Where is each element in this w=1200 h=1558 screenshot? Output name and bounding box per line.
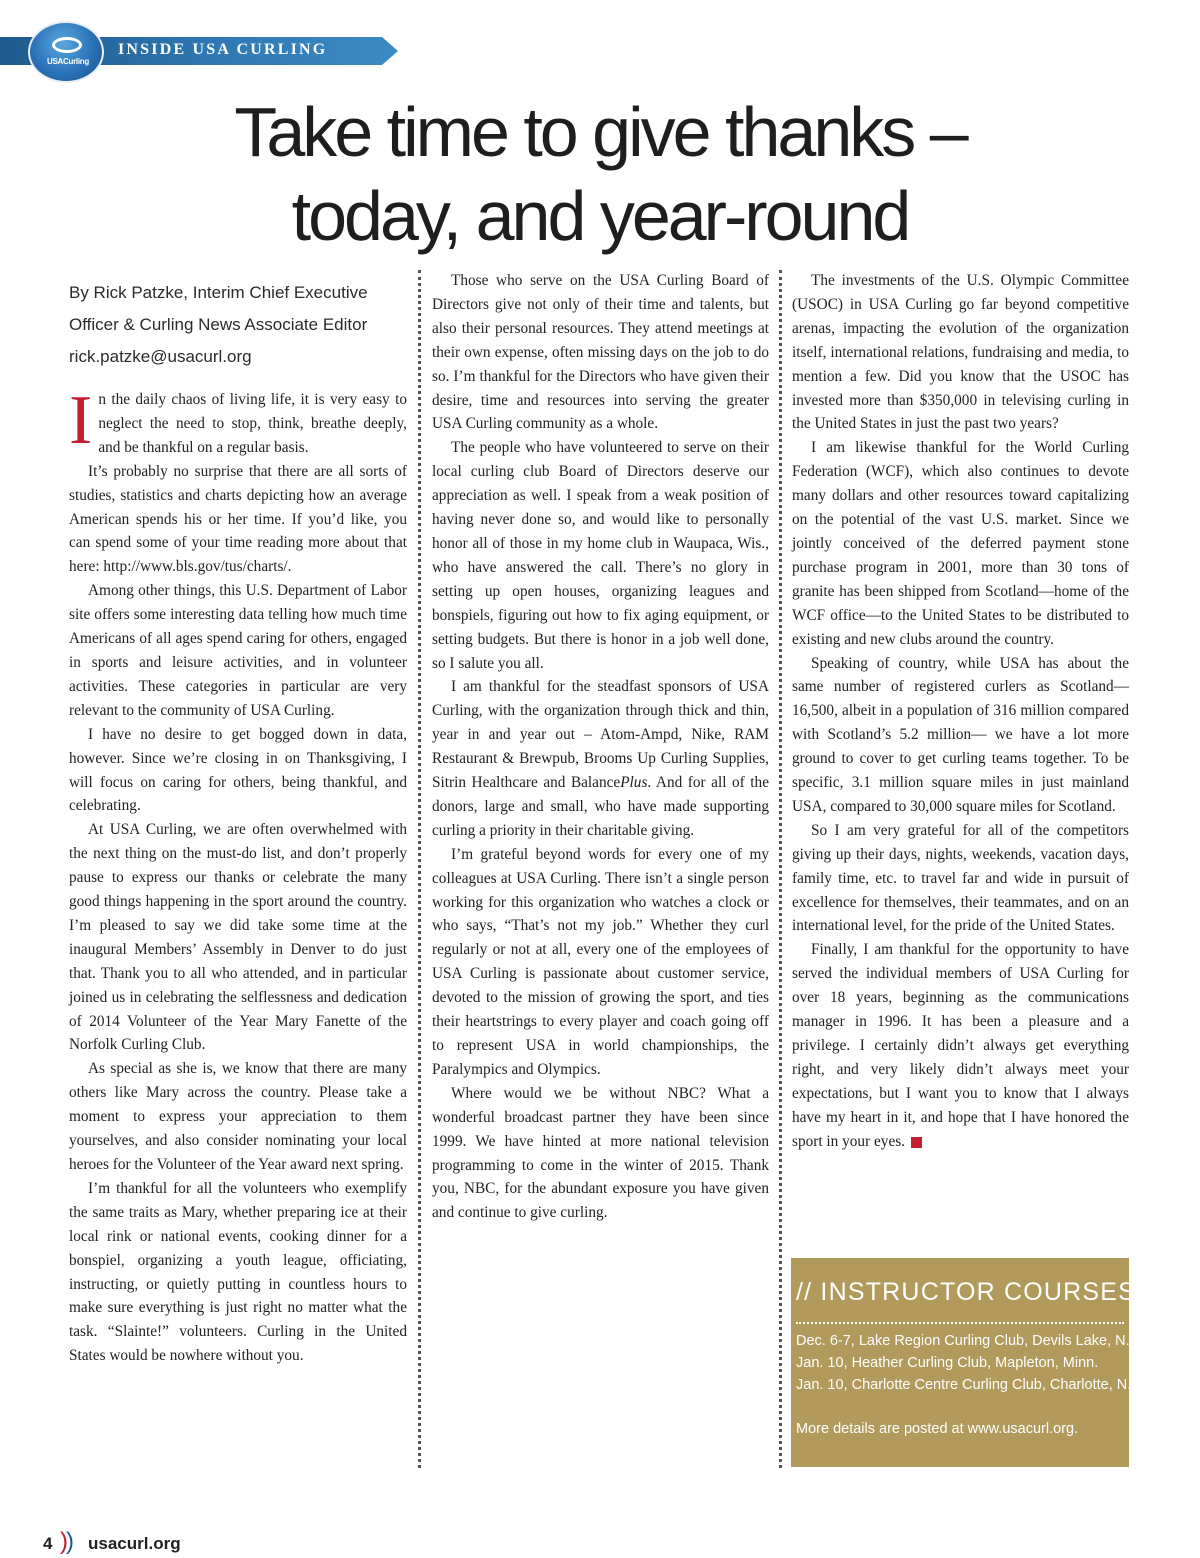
paragraph: In the daily chaos of living life, it is very easy to neglect the need to stop, think, breathe deeply, and be thankful on a regular basis. — [69, 382, 407, 459]
column-divider — [418, 270, 421, 1468]
instructor-courses-box — [791, 1258, 1146, 1467]
course-item: Dec. 6-7, Lake Region Curling Club, Devils Lake, N.D. — [796, 1333, 1145, 1349]
box-divider — [796, 1322, 1124, 1324]
article-column-2 — [432, 269, 769, 1225]
title-line-1: Take time to give thanks – — [234, 93, 966, 171]
title-line-2: today, and year-round — [291, 177, 909, 255]
paragraph: I’m grateful beyond words for every one of my colleagues at USA Curling. There isn’t a single person working for this organization who watches a clock or who says, “That’s not my job.” Whether they curl regularly or not at all, every one of the employees of USA Curling is passionate about customer service, devoted to the mission of growing the sport, and ties their heartstrings to every player and coach going off to represent USA in world championships, the Paralympics and Olympics. — [432, 845, 769, 1078]
paragraph: At USA Curling, we are often overwhelmed with the next thing on the must-do list, and don’t properly pause to express our thanks or celebrate the many good things happening in the sport around the country. I’m pleased to say we did take some time at the inaugural Members’ Assembly in Denver to do just that. Thank you to all who attended, and in particular joined us in celebrating the selflessness and dedication of 2014 Volunteer of the Year Mary Fanette of the Norfolk Curling Club. — [69, 821, 407, 1054]
paragraph: Those who serve on the USA Curling Board of Directors give not only of their time and talents, but also their personal resources. They attend meetings at their own expense, often missing days on the job to do so. I’m thankful for the Directors who have given their desire, time and resources into serving the greater USA Curling community as a whole. — [432, 272, 769, 433]
drop-cap: I — [69, 382, 93, 459]
usa-curling-logo — [28, 21, 104, 83]
paragraph: It’s probably no surprise that there are all sorts of studies, statistics and charts depicting how an average American spends his or her time. If you’d like, you can spend some of your time reading more about that here: http://www.bls.gov/tus/charts/. — [69, 462, 407, 576]
logo-text: USACurling — [47, 57, 89, 66]
column-divider — [779, 270, 782, 1468]
article-title — [100, 90, 1100, 258]
paragraph: So I am very grateful for all of the competitors giving up their days, nights, weekends, vacation days, family time, etc. to travel far and wide in pursuit of excellence for themselves, their teammates, and on an international level, for the pride of the United States. — [792, 821, 1129, 935]
curling-stone-icon — [52, 37, 82, 53]
paragraph: I’m thankful for all the volunteers who exemplify the same traits as Mary, whether preparing ice at their local rink or national events, cooking dinner for a bonspiel, organizing a youth league, officiating, instructing, or quietly putting in countless hours to make sure everything is just right no matter what the task. “Slainte!” volunteers. Curling in the United States would be nowhere without you. — [69, 1179, 407, 1365]
byline — [69, 277, 409, 373]
more-details-link[interactable]: More details are posted at www.usacurl.org. — [796, 1421, 1079, 1437]
end-mark-icon — [911, 1137, 922, 1148]
byline-role: Officer & Curling News Associate Editor — [69, 315, 368, 334]
paragraph: Finally, I am thankful for the opportunity to have served the individual members of USA Curling for over 18 years, beginning as the communications manager in 1996. It has been a pleasure and a privilege. I certainly didn’t always get everything right, and very likely didn’t always meet your expectations, but I want you to know that I always have my heart in it, and hope that I have honored the sport in your eyes. — [792, 941, 1129, 1150]
course-list — [796, 1330, 1146, 1396]
article-column-1 — [69, 382, 407, 1368]
paragraph: I am thankful for the steadfast sponsors of USA Curling, with the organization through thick and thin, year in and year out – Atom-Ampd, Nike, RAM Restaurant & Brewpub, Brooms Up Curling Supplies, Sitrin Healthcare and BalancePlus. And for all of the donors, large and small, who have made supporting curling a priority in their charitable giving. — [432, 678, 769, 839]
paragraph: The people who have volunteered to serve on their local curling club Board of Directors deserve our appreciation as well. I speak from a weak position of having never done so, and would like to personally honor all of those in my home club in Waupaca, Wis., who have answered the call. There’s no glory in setting up open houses, organizing leagues and bonspiels, figuring out how to fix aging equipment, or setting budgets. But there is honor in a job well done, so I salute you all. — [432, 439, 769, 672]
paragraph: The investments of the U.S. Olympic Committee (USOC) in USA Curling go far beyond competitive arenas, impacting the evolution of the organization itself, international relations, fundraising and media, to mention a few. Did you know that the USOC has invested more than $350,000 in televising curling in the United States in just the past two years? — [792, 272, 1129, 433]
page-number: 4 — [43, 1534, 53, 1553]
box-title: // INSTRUCTOR COURSES — [796, 1278, 1137, 1306]
paragraph: As special as she is, we know that there are many others like Mary across the country. Please take a moment to express your appreciation to them yourselves, and also consider nominating your local heroes for the Volunteer of the Year award next spring. — [69, 1060, 407, 1173]
article-column-3 — [792, 269, 1129, 1154]
footer-site-link[interactable]: usacurl.org — [88, 1534, 181, 1553]
paragraph: Where would we be without NBC? What a wonderful broadcast partner they have been since 1999. We have hinted at more national television programming to come in the winter of 2015. Thank you, NBC, for the abundant exposure you have given and continue to give curling. — [432, 1084, 769, 1222]
course-item: Jan. 10, Charlotte Centre Curling Club, Charlotte, N.C. — [796, 1377, 1146, 1393]
section-label: INSIDE USA CURLING — [118, 41, 328, 58]
paragraph: I have no desire to get bogged down in data, however. Since we’re closing in on Thanksgiving, I will focus on caring for others, being thankful, and celebrating. — [69, 725, 407, 815]
author-email[interactable]: rick.patzke@usacurl.org — [69, 347, 252, 366]
course-item: Jan. 10, Heather Curling Club, Mapleton, Minn. — [796, 1355, 1099, 1371]
footer-mark-icon: )) — [60, 1528, 72, 1555]
paragraph: Speaking of country, while USA has about the same number of registered curlers as Scotland—16,500, albeit in a population of 316 million compared with Scotland’s 5.2 million— we have a lot more ground to cover to get curling teams together. To be specific, 3.1 million square miles in just mainland USA, compared to 30,000 square miles for Scotland. — [792, 654, 1129, 815]
byline-author: By Rick Patzke, Interim Chief Executive — [69, 283, 368, 302]
paragraph: I am likewise thankful for the World Curling Federation (WCF), which also continues to devote many dollars and other resources toward capitalizing on the potential of the vast U.S. market. Since we jointly conceived of the deferred payment stone purchase program in 2001, more than 30 tons of granite has been shipped from Scotland—home of the WCF office—to the United States to be distributed to existing and new clubs around the country. — [792, 439, 1129, 648]
paragraph: Among other things, this U.S. Department of Labor site offers some interesting data telling how much time Americans of all ages spend caring for others, engaged in sports and leisure activities, and in volunteer activities. These categories in particular are very relevant to the community of USA Curling. — [69, 582, 407, 719]
